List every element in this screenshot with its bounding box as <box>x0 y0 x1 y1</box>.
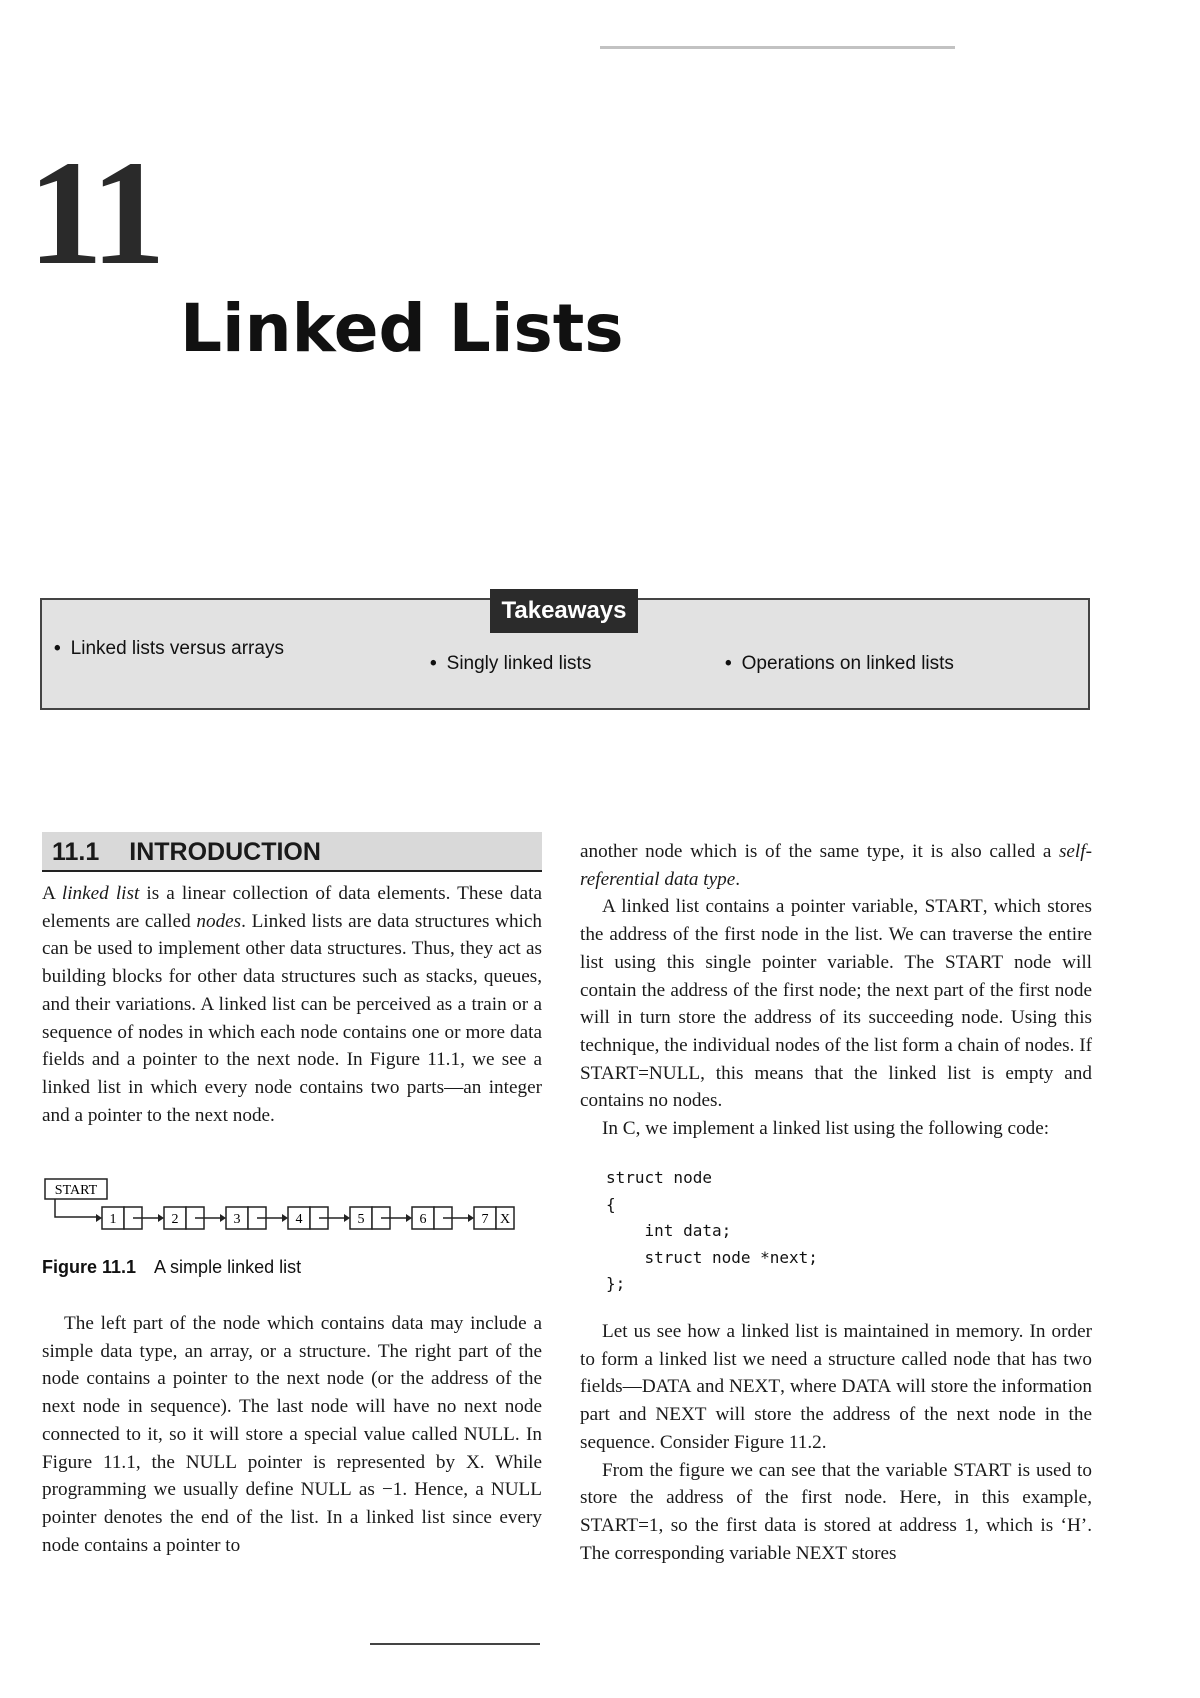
figure-label: Figure 11.1 <box>42 1257 137 1277</box>
right-column-top <box>580 838 1092 1143</box>
arrowhead <box>282 1214 288 1222</box>
arrowhead <box>406 1214 412 1222</box>
chapter-number: 11 <box>28 130 162 296</box>
arrowhead <box>158 1214 164 1222</box>
section-number: 11.1 <box>52 838 100 866</box>
code-block: struct node { int data; struct node *next; }; <box>606 1168 818 1293</box>
arrowhead <box>96 1214 102 1222</box>
right-column-bottom <box>580 1318 1092 1567</box>
nodes-group <box>96 1207 514 1229</box>
arrowhead <box>220 1214 226 1222</box>
code-term: START <box>953 1459 1012 1481</box>
code-term: NULL <box>463 1423 515 1445</box>
node-value: 1 <box>109 1212 117 1227</box>
paragraph: From the figure we can see that the variable START is used to store the address of the first node. Here, in this example, START=1, so the first data is stored at address 1, which is ‘H’. The corresponding variable NEXT stores <box>580 1459 1092 1564</box>
code-term: START <box>924 896 983 918</box>
code-term: START=NULL <box>580 1062 701 1084</box>
code-term: NEXT <box>655 1404 707 1426</box>
top-rule <box>600 46 955 49</box>
takeaway-item: • Operations on linked lists <box>725 653 954 674</box>
takeaways-label: Takeaways <box>490 589 638 633</box>
left-column-top <box>42 880 542 1129</box>
start-arrow <box>55 1199 98 1217</box>
code-term: NEXT <box>728 1376 781 1398</box>
takeaway-item: • Singly linked lists <box>430 653 592 674</box>
linked-list-figure <box>40 1175 550 1235</box>
code-term: NULL <box>185 1451 237 1473</box>
start-label: START <box>54 1183 98 1198</box>
bottom-rule <box>370 1643 540 1645</box>
section-title: INTRODUCTION <box>129 838 321 866</box>
italic-term: linked list <box>61 883 140 904</box>
code-term: DATA <box>641 1376 692 1398</box>
code-term: NEXT <box>795 1542 847 1564</box>
arrowhead <box>344 1214 350 1222</box>
node-value: 3 <box>233 1212 241 1227</box>
paragraph: another node which is of the same type, it is also called a self-referential data type. <box>580 841 1092 890</box>
takeaway-item: • Linked lists versus arrays <box>54 638 284 659</box>
italic-term: nodes <box>196 910 242 932</box>
code-term: DATA <box>841 1376 892 1398</box>
code-term: START <box>945 951 1004 973</box>
node-value: 2 <box>171 1212 179 1227</box>
paragraph: Let us see how a linked list is maintained in memory. In order to form a linked list we need a structure called node that has two fields—DATA and NEXT, where DATA will store the information part and NEXT will store the address of the next node in the sequence. Consider Figure 11.2. <box>580 1321 1092 1453</box>
paragraph: The left part of the node which contains data may include a simple data type, an array, or a structure. The right part of the node contains a pointer to the next node (or the address of the next node in sequence). The last node will have no next node connected to it, so it will store a special value called NULL. In Figure 11.1, the NULL pointer is represented by X. While programming we usually define NULL as −1. Hence, a NULL pointer denotes the end of the list. In a linked list since every node contains a pointer to <box>42 1313 542 1556</box>
node-value: 6 <box>419 1212 427 1227</box>
paragraph: A linked list contains a pointer variable, START, which stores the address of the first node in the list. We can traverse the entire list using this single pointer variable. The START node will contain the address of the first node; the next part of the first node will in turn store the address of its succeeding node. Using this technique, the individual nodes of the list form a chain of nodes. If START=NULL, this means that the linked list is empty and contains no nodes. <box>580 896 1093 1112</box>
node-value: 4 <box>295 1212 303 1227</box>
chapter-title: Linked Lists <box>180 290 624 367</box>
node-value: 7 <box>481 1212 489 1227</box>
arrowhead <box>468 1214 474 1222</box>
section-heading <box>42 832 542 872</box>
code-term: NULL <box>300 1479 352 1501</box>
node-value: 5 <box>357 1212 365 1227</box>
paragraph: A linked list is a linear collection of data elements. These data elements are called nodes. Linked lists are data structures which can be used to implement other data structures. Thus, they act as building blocks for other data structures such as stacks, queues, and their variations. A linked list can be perceived as a train or a sequence of nodes in which each node contains one or more data fields and a pointer to the next node. In Figure 11.1, we see a linked list in which every node contains two parts—an integer and a pointer to the next node. <box>42 883 542 1126</box>
italic-term: self-referential data type <box>580 841 1092 890</box>
left-column-bottom <box>42 1310 542 1559</box>
code-term: START=1 <box>580 1514 659 1536</box>
paragraph: In C, we implement a linked list using the following code: <box>602 1118 1050 1140</box>
figure-caption-text: A simple linked list <box>154 1257 302 1277</box>
code-term: NULL <box>490 1479 542 1501</box>
figure-caption <box>42 1257 301 1278</box>
null-marker: X <box>499 1212 511 1227</box>
